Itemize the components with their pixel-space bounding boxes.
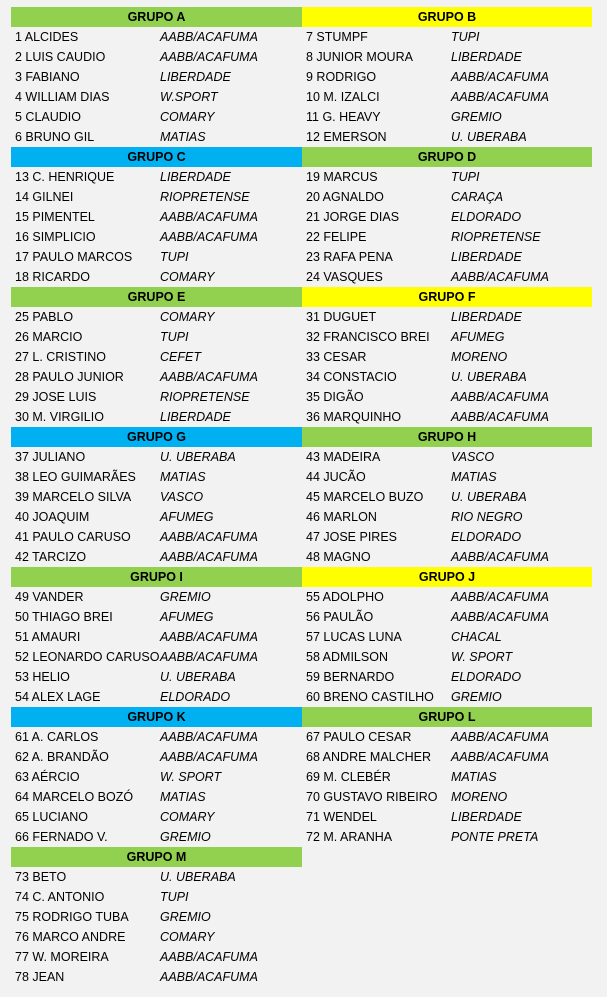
group-header: GRUPO M bbox=[11, 847, 302, 867]
player-club: W.SPORT bbox=[160, 90, 218, 104]
group-header: GRUPO A bbox=[11, 7, 302, 27]
player-row bbox=[11, 307, 302, 327]
player-club: ELDORADO bbox=[451, 530, 522, 544]
player-row bbox=[302, 467, 592, 487]
player-name: 13 C. HENRIQUE bbox=[15, 170, 115, 184]
player-name: 19 MARCUS bbox=[306, 170, 378, 184]
player-row bbox=[302, 767, 592, 787]
player-club: COMARY bbox=[160, 930, 215, 944]
player-row bbox=[11, 967, 302, 987]
player-club: ELDORADO bbox=[451, 670, 522, 684]
player-row bbox=[302, 187, 592, 207]
player-club: TUPI bbox=[451, 170, 480, 184]
player-row bbox=[11, 107, 302, 127]
player-row bbox=[11, 207, 302, 227]
player-name: 68 ANDRE MALCHER bbox=[306, 750, 432, 764]
group-g bbox=[11, 427, 302, 567]
player-row bbox=[302, 727, 592, 747]
player-club: MATIAS bbox=[160, 470, 206, 484]
player-club: MATIAS bbox=[160, 130, 206, 144]
player-club: AABB/ACAFUMA bbox=[451, 730, 549, 744]
player-row bbox=[302, 107, 592, 127]
player-name: 78 JEAN bbox=[15, 970, 65, 984]
group-header: GRUPO B bbox=[302, 7, 592, 27]
player-row bbox=[11, 187, 302, 207]
player-row bbox=[302, 227, 592, 247]
player-name: 74 C. ANTONIO bbox=[15, 890, 105, 904]
player-name: 53 HELIO bbox=[15, 670, 70, 684]
player-club: MATIAS bbox=[451, 770, 497, 784]
player-row bbox=[11, 527, 302, 547]
player-row bbox=[302, 787, 592, 807]
player-club: MATIAS bbox=[451, 470, 497, 484]
player-row bbox=[302, 27, 592, 47]
player-name: 54 ALEX LAGE bbox=[15, 690, 101, 704]
player-name: 11 G. HEAVY bbox=[306, 110, 381, 124]
player-name: 8 JUNIOR MOURA bbox=[306, 50, 413, 64]
player-row bbox=[11, 687, 302, 707]
group-m bbox=[11, 847, 302, 987]
player-name: 23 RAFA PENA bbox=[306, 250, 393, 264]
player-row bbox=[302, 487, 592, 507]
player-club: GREMIO bbox=[451, 110, 502, 124]
player-row bbox=[11, 367, 302, 387]
player-club: TUPI bbox=[160, 330, 189, 344]
player-name: 14 GILNEI bbox=[15, 190, 74, 204]
player-club: LIBERDADE bbox=[160, 170, 231, 184]
player-name: 62 A. BRANDÃO bbox=[15, 750, 109, 764]
group-j bbox=[302, 567, 592, 707]
player-row bbox=[11, 487, 302, 507]
player-name: 51 AMAURI bbox=[15, 630, 81, 644]
player-club: U. UBERABA bbox=[160, 870, 236, 884]
player-row bbox=[11, 447, 302, 467]
player-club: AABB/ACAFUMA bbox=[451, 750, 549, 764]
player-name: 32 FRANCISCO BREI bbox=[306, 330, 430, 344]
player-row bbox=[11, 27, 302, 47]
player-club: U. UBERABA bbox=[451, 490, 527, 504]
player-name: 42 TARCIZO bbox=[15, 550, 87, 564]
player-name: 26 MARCIO bbox=[15, 330, 83, 344]
player-club: AABB/ACAFUMA bbox=[160, 210, 258, 224]
player-name: 12 EMERSON bbox=[306, 130, 387, 144]
player-club: W. SPORT bbox=[160, 770, 222, 784]
player-name: 29 JOSE LUIS bbox=[15, 390, 97, 404]
player-name: 31 DUGUET bbox=[306, 310, 377, 324]
player-row bbox=[11, 667, 302, 687]
player-club: AABB/ACAFUMA bbox=[160, 30, 258, 44]
player-row bbox=[11, 627, 302, 647]
player-row bbox=[11, 647, 302, 667]
player-club: AABB/ACAFUMA bbox=[451, 610, 549, 624]
player-name: 6 BRUNO GIL bbox=[15, 130, 95, 144]
group-b bbox=[302, 7, 592, 147]
player-row bbox=[302, 347, 592, 367]
player-row bbox=[11, 127, 302, 147]
player-club: COMARY bbox=[160, 110, 215, 124]
player-name: 45 MARCELO BUZO bbox=[306, 490, 424, 504]
player-row bbox=[302, 447, 592, 467]
player-row bbox=[302, 67, 592, 87]
player-name: 72 M. ARANHA bbox=[306, 830, 393, 844]
group-header: GRUPO L bbox=[302, 707, 592, 727]
player-name: 61 A. CARLOS bbox=[15, 730, 99, 744]
player-club: GREMIO bbox=[160, 590, 211, 604]
player-club: TUPI bbox=[160, 250, 189, 264]
group-header: GRUPO C bbox=[11, 147, 302, 167]
player-club: LIBERDADE bbox=[160, 70, 231, 84]
player-row bbox=[11, 587, 302, 607]
player-row bbox=[302, 327, 592, 347]
player-name: 25 PABLO bbox=[15, 310, 74, 324]
player-club: COMARY bbox=[160, 310, 215, 324]
player-club: AABB/ACAFUMA bbox=[451, 70, 549, 84]
player-club: CEFET bbox=[160, 350, 201, 364]
player-name: 71 WENDEL bbox=[306, 810, 377, 824]
player-club: MATIAS bbox=[160, 790, 206, 804]
player-club: COMARY bbox=[160, 810, 215, 824]
player-club: U. UBERABA bbox=[451, 370, 527, 384]
player-row bbox=[11, 227, 302, 247]
player-club: AABB/ACAFUMA bbox=[451, 90, 549, 104]
player-name: 17 PAULO MARCOS bbox=[15, 250, 133, 264]
group-header: GRUPO J bbox=[302, 567, 592, 587]
player-row bbox=[302, 807, 592, 827]
player-name: 39 MARCELO SILVA bbox=[15, 490, 132, 504]
player-row bbox=[302, 587, 592, 607]
group-h bbox=[302, 427, 592, 567]
player-row bbox=[302, 607, 592, 627]
player-row bbox=[11, 867, 302, 887]
player-row bbox=[11, 787, 302, 807]
player-name: 67 PAULO CESAR bbox=[306, 730, 412, 744]
player-row bbox=[302, 527, 592, 547]
player-row bbox=[302, 407, 592, 427]
player-club: MORENO bbox=[451, 790, 508, 804]
player-row bbox=[302, 207, 592, 227]
player-club: GREMIO bbox=[451, 690, 502, 704]
player-club: LIBERDADE bbox=[451, 250, 522, 264]
player-name: 66 FERNADO V. bbox=[15, 830, 108, 844]
player-name: 3 FABIANO bbox=[15, 70, 80, 84]
player-row bbox=[11, 927, 302, 947]
player-name: 76 MARCO ANDRE bbox=[15, 930, 126, 944]
player-club: CARAÇA bbox=[451, 190, 504, 204]
player-club: AABB/ACAFUMA bbox=[160, 650, 258, 664]
player-club: AABB/ACAFUMA bbox=[451, 410, 549, 424]
group-header: GRUPO E bbox=[11, 287, 302, 307]
group-i bbox=[11, 567, 302, 707]
player-name: 52 LEONARDO CARUSO bbox=[15, 650, 160, 664]
player-row bbox=[302, 627, 592, 647]
player-row bbox=[302, 547, 592, 567]
player-name: 77 W. MOREIRA bbox=[15, 950, 109, 964]
player-name: 4 WILLIAM DIAS bbox=[15, 90, 110, 104]
player-club: COMARY bbox=[160, 270, 215, 284]
player-row bbox=[11, 407, 302, 427]
group-d bbox=[302, 147, 592, 287]
player-name: 18 RICARDO bbox=[15, 270, 91, 284]
player-name: 38 LEO GUIMARÃES bbox=[15, 470, 136, 484]
player-row bbox=[302, 167, 592, 187]
player-club: GREMIO bbox=[160, 830, 211, 844]
player-name: 64 MARCELO BOZÓ bbox=[15, 790, 134, 804]
player-club: RIOPRETENSE bbox=[160, 190, 250, 204]
player-name: 21 JORGE DIAS bbox=[306, 210, 400, 224]
group-a bbox=[11, 7, 302, 147]
player-club: ELDORADO bbox=[160, 690, 231, 704]
group-e bbox=[11, 287, 302, 427]
player-name: 49 VANDER bbox=[15, 590, 84, 604]
player-row bbox=[11, 767, 302, 787]
player-club: AABB/ACAFUMA bbox=[451, 590, 549, 604]
player-name: 41 PAULO CARUSO bbox=[15, 530, 131, 544]
player-name: 24 VASQUES bbox=[306, 270, 383, 284]
player-name: 50 THIAGO BREI bbox=[15, 610, 113, 624]
player-name: 59 BERNARDO bbox=[306, 670, 395, 684]
player-row bbox=[11, 327, 302, 347]
player-row bbox=[302, 507, 592, 527]
player-club: AABB/ACAFUMA bbox=[160, 530, 258, 544]
group-header: GRUPO H bbox=[302, 427, 592, 447]
player-club: AABB/ACAFUMA bbox=[160, 750, 258, 764]
player-row bbox=[11, 947, 302, 967]
player-club: AABB/ACAFUMA bbox=[160, 970, 258, 984]
player-row bbox=[11, 267, 302, 287]
group-header: GRUPO D bbox=[302, 147, 592, 167]
player-name: 46 MARLON bbox=[306, 510, 377, 524]
player-club: AABB/ACAFUMA bbox=[160, 50, 258, 64]
player-row bbox=[302, 267, 592, 287]
player-club: CHACAL bbox=[451, 630, 502, 644]
player-row bbox=[11, 827, 302, 847]
player-club: LIBERDADE bbox=[451, 810, 522, 824]
player-name: 44 JUCÃO bbox=[306, 470, 366, 484]
group-header: GRUPO K bbox=[11, 707, 302, 727]
player-row bbox=[302, 127, 592, 147]
player-row bbox=[302, 827, 592, 847]
player-club: AFUMEG bbox=[160, 510, 214, 524]
player-row bbox=[11, 467, 302, 487]
player-row bbox=[302, 47, 592, 67]
player-club: AABB/ACAFUMA bbox=[451, 550, 549, 564]
player-row bbox=[11, 387, 302, 407]
player-name: 70 GUSTAVO RIBEIRO bbox=[306, 790, 438, 804]
player-name: 28 PAULO JUNIOR bbox=[15, 370, 124, 384]
player-name: 34 CONSTACIO bbox=[306, 370, 397, 384]
player-name: 37 JULIANO bbox=[15, 450, 86, 464]
player-row bbox=[11, 747, 302, 767]
player-club: AFUMEG bbox=[451, 330, 505, 344]
player-name: 57 LUCAS LUNA bbox=[306, 630, 402, 644]
player-name: 10 M. IZALCI bbox=[306, 90, 380, 104]
player-row bbox=[302, 387, 592, 407]
player-club: AABB/ACAFUMA bbox=[160, 630, 258, 644]
player-name: 35 DIGÃO bbox=[306, 390, 364, 404]
player-name: 63 AÉRCIO bbox=[15, 770, 80, 784]
player-club: GREMIO bbox=[160, 910, 211, 924]
player-name: 1 ALCIDES bbox=[15, 30, 79, 44]
player-club: LIBERDADE bbox=[160, 410, 231, 424]
group-k bbox=[11, 707, 302, 847]
player-club: AABB/ACAFUMA bbox=[160, 230, 258, 244]
player-club: RIO NEGRO bbox=[451, 510, 523, 524]
player-name: 47 JOSE PIRES bbox=[306, 530, 398, 544]
player-row bbox=[11, 907, 302, 927]
player-name: 36 MARQUINHO bbox=[306, 410, 402, 424]
player-club: AFUMEG bbox=[160, 610, 214, 624]
player-row bbox=[302, 647, 592, 667]
player-club: RIOPRETENSE bbox=[160, 390, 250, 404]
player-row bbox=[11, 47, 302, 67]
player-club: AABB/ACAFUMA bbox=[160, 370, 258, 384]
player-club: AABB/ACAFUMA bbox=[451, 270, 549, 284]
player-name: 7 STUMPF bbox=[306, 30, 368, 44]
player-name: 60 BRENO CASTILHO bbox=[306, 690, 434, 704]
player-row bbox=[11, 807, 302, 827]
player-name: 55 ADOLPHO bbox=[306, 590, 384, 604]
player-club: U. UBERABA bbox=[451, 130, 527, 144]
player-name: 75 RODRIGO TUBA bbox=[15, 910, 129, 924]
player-club: MORENO bbox=[451, 350, 508, 364]
player-name: 30 M. VIRGILIO bbox=[15, 410, 104, 424]
group-f bbox=[302, 287, 592, 427]
player-row bbox=[11, 887, 302, 907]
player-row bbox=[302, 747, 592, 767]
player-club: RIOPRETENSE bbox=[451, 230, 541, 244]
player-name: 22 FELIPE bbox=[306, 230, 367, 244]
player-row bbox=[302, 87, 592, 107]
player-row bbox=[302, 667, 592, 687]
player-name: 9 RODRIGO bbox=[306, 70, 377, 84]
player-row bbox=[11, 167, 302, 187]
player-row bbox=[11, 247, 302, 267]
player-club: AABB/ACAFUMA bbox=[451, 390, 549, 404]
player-name: 73 BETO bbox=[15, 870, 67, 884]
player-club: AABB/ACAFUMA bbox=[160, 950, 258, 964]
player-name: 48 MAGNO bbox=[306, 550, 371, 564]
player-club: VASCO bbox=[160, 490, 204, 504]
player-name: 15 PIMENTEL bbox=[15, 210, 95, 224]
player-name: 5 CLAUDIO bbox=[15, 110, 81, 124]
player-club: W. SPORT bbox=[451, 650, 513, 664]
player-name: 33 CESAR bbox=[306, 350, 367, 364]
player-row bbox=[11, 347, 302, 367]
group-header: GRUPO I bbox=[11, 567, 302, 587]
player-name: 40 JOAQUIM bbox=[15, 510, 90, 524]
player-name: 69 M. CLEBÉR bbox=[306, 770, 391, 784]
player-row bbox=[11, 607, 302, 627]
player-name: 56 PAULÃO bbox=[306, 610, 374, 624]
player-row bbox=[302, 687, 592, 707]
player-row bbox=[11, 547, 302, 567]
player-club: PONTE PRETA bbox=[451, 830, 539, 844]
player-club: VASCO bbox=[451, 450, 495, 464]
player-club: U. UBERABA bbox=[160, 450, 236, 464]
player-club: LIBERDADE bbox=[451, 50, 522, 64]
player-row bbox=[11, 727, 302, 747]
player-row bbox=[11, 87, 302, 107]
player-club: TUPI bbox=[451, 30, 480, 44]
player-row bbox=[11, 507, 302, 527]
group-header: GRUPO G bbox=[11, 427, 302, 447]
player-club: LIBERDADE bbox=[451, 310, 522, 324]
group-l bbox=[302, 707, 592, 847]
player-name: 43 MADEIRA bbox=[306, 450, 381, 464]
player-club: AABB/ACAFUMA bbox=[160, 550, 258, 564]
group-c bbox=[11, 147, 302, 287]
player-club: ELDORADO bbox=[451, 210, 522, 224]
player-name: 2 LUIS CAUDIO bbox=[15, 50, 106, 64]
player-row bbox=[302, 367, 592, 387]
player-row bbox=[302, 247, 592, 267]
player-row bbox=[11, 67, 302, 87]
player-name: 27 L. CRISTINO bbox=[15, 350, 106, 364]
player-name: 58 ADMILSON bbox=[306, 650, 388, 664]
player-row bbox=[302, 307, 592, 327]
player-club: AABB/ACAFUMA bbox=[160, 730, 258, 744]
group-header: GRUPO F bbox=[302, 287, 592, 307]
player-club: U. UBERABA bbox=[160, 670, 236, 684]
player-club: TUPI bbox=[160, 890, 189, 904]
player-name: 16 SIMPLICIO bbox=[15, 230, 96, 244]
player-name: 20 AGNALDO bbox=[306, 190, 384, 204]
player-name: 65 LUCIANO bbox=[15, 810, 88, 824]
